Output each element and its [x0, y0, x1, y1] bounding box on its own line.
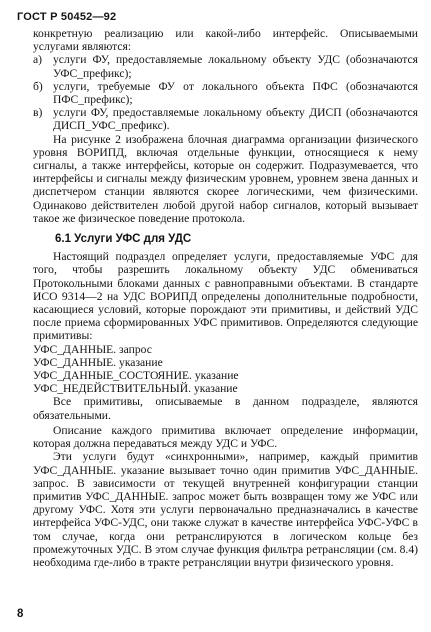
paragraph-section: Настоящий подраздел определяет услуги, предоставляемые УФС для того, чтобы разрешить локальному объекту УДС обмениваться Протокольными блоками данных с равноправными объектами. В стандарте ИСО 9314—2 на УДС ВОРИПД определены дополнительные подробности, касающиеся условий, которые порождают эти примитивы, и действий УДС после приема сформированных УФС примитивов. Определяются следующие примитивы:: [33, 250, 418, 343]
list-marker: в): [33, 106, 43, 120]
list-item-text: услуги, требуемые ФУ от локального объекта ПФС (обозначаются ПФС_префикс);: [53, 79, 418, 107]
paragraph-description: Описание каждого примитива включает определение информации, которая должна передаваться между УДС и УФС.: [33, 423, 418, 451]
primitive-item: УФС_ДАННЫЕ. указание: [33, 355, 163, 369]
paragraph-figure: На рисунке 2 изображена блочная диаграмма организации физического уровня ВОРИПД, включая отдельные функции, относящиеся к нему сигналы, а также интерфейсы, которые он содержит. Подразумевается, что интерфейсы и сигналы между физическим уровнем, уровнем звена данных и диспетчером станции являются скорее логическими, чем физическими. Одинаково действителен любой другой набор сигналов, который вызывает такое же физическое поведение протокола.: [33, 132, 418, 225]
list-item: [33, 80, 418, 106]
page-content: [33, 27, 418, 569]
primitive-item: УФС_НЕДЕЙСТВИТЕЛЬНЫЙ. указание: [33, 382, 238, 396]
page-header: ГОСТ Р 50452—92: [17, 11, 117, 23]
primitive-item: УФС_ДАННЫЕ_СОСТОЯНИЕ. указание: [33, 369, 239, 383]
list-item: [33, 106, 418, 132]
list-item: [33, 53, 418, 79]
primitive-item: УФС_ДАННЫЕ. запрос: [33, 342, 152, 356]
paragraph-all-primitives: Все примитивы, описываемые в данном подразделе, являются обязательными.: [33, 395, 418, 422]
section-heading: 6.1 Услуги УФС для УДС: [55, 233, 192, 246]
list-marker: б): [33, 79, 43, 93]
paragraph-synchronous: Эти услуги будут «синхронными», например, каждый примитив УФС_ДАННЫЕ. указание вызывает точно один примитив УФС_ДАННЫЕ. запрос. В зависимости от текущей внутренней конфигурации станции примитив УФС_ДАННЫЕ. запрос может быть возвращен тому же УФС или другому УФС. Хотя эти услуги первоначально предназначались в качестве интерфейса УФС-УДС, они также служат в качестве интерфейса УФС-УФС в том случае, когда они ретранслируются в логическом кольце без промежуточных УДС. В этом случае функция фильтра ретрансляции (см. 8.4) необходима где-либо в тракте ретрансляции внутри физического уровня.: [33, 450, 418, 569]
list-item-text: услуги ФУ, предоставляемые локальному объекту ДИСП (обозначаются ДИСП_УФС_префикс).: [53, 106, 418, 133]
page-number: 8: [17, 608, 24, 620]
paragraph-intro: конкретную реализацию или какой-либо интерфейс. Описываемыми услугами являются:: [33, 27, 418, 54]
list-marker: а): [33, 53, 43, 67]
list-item-text: услуги ФУ, предоставляемые локальному объекту УДС (обозначаются УФС_префикс);: [53, 53, 418, 80]
